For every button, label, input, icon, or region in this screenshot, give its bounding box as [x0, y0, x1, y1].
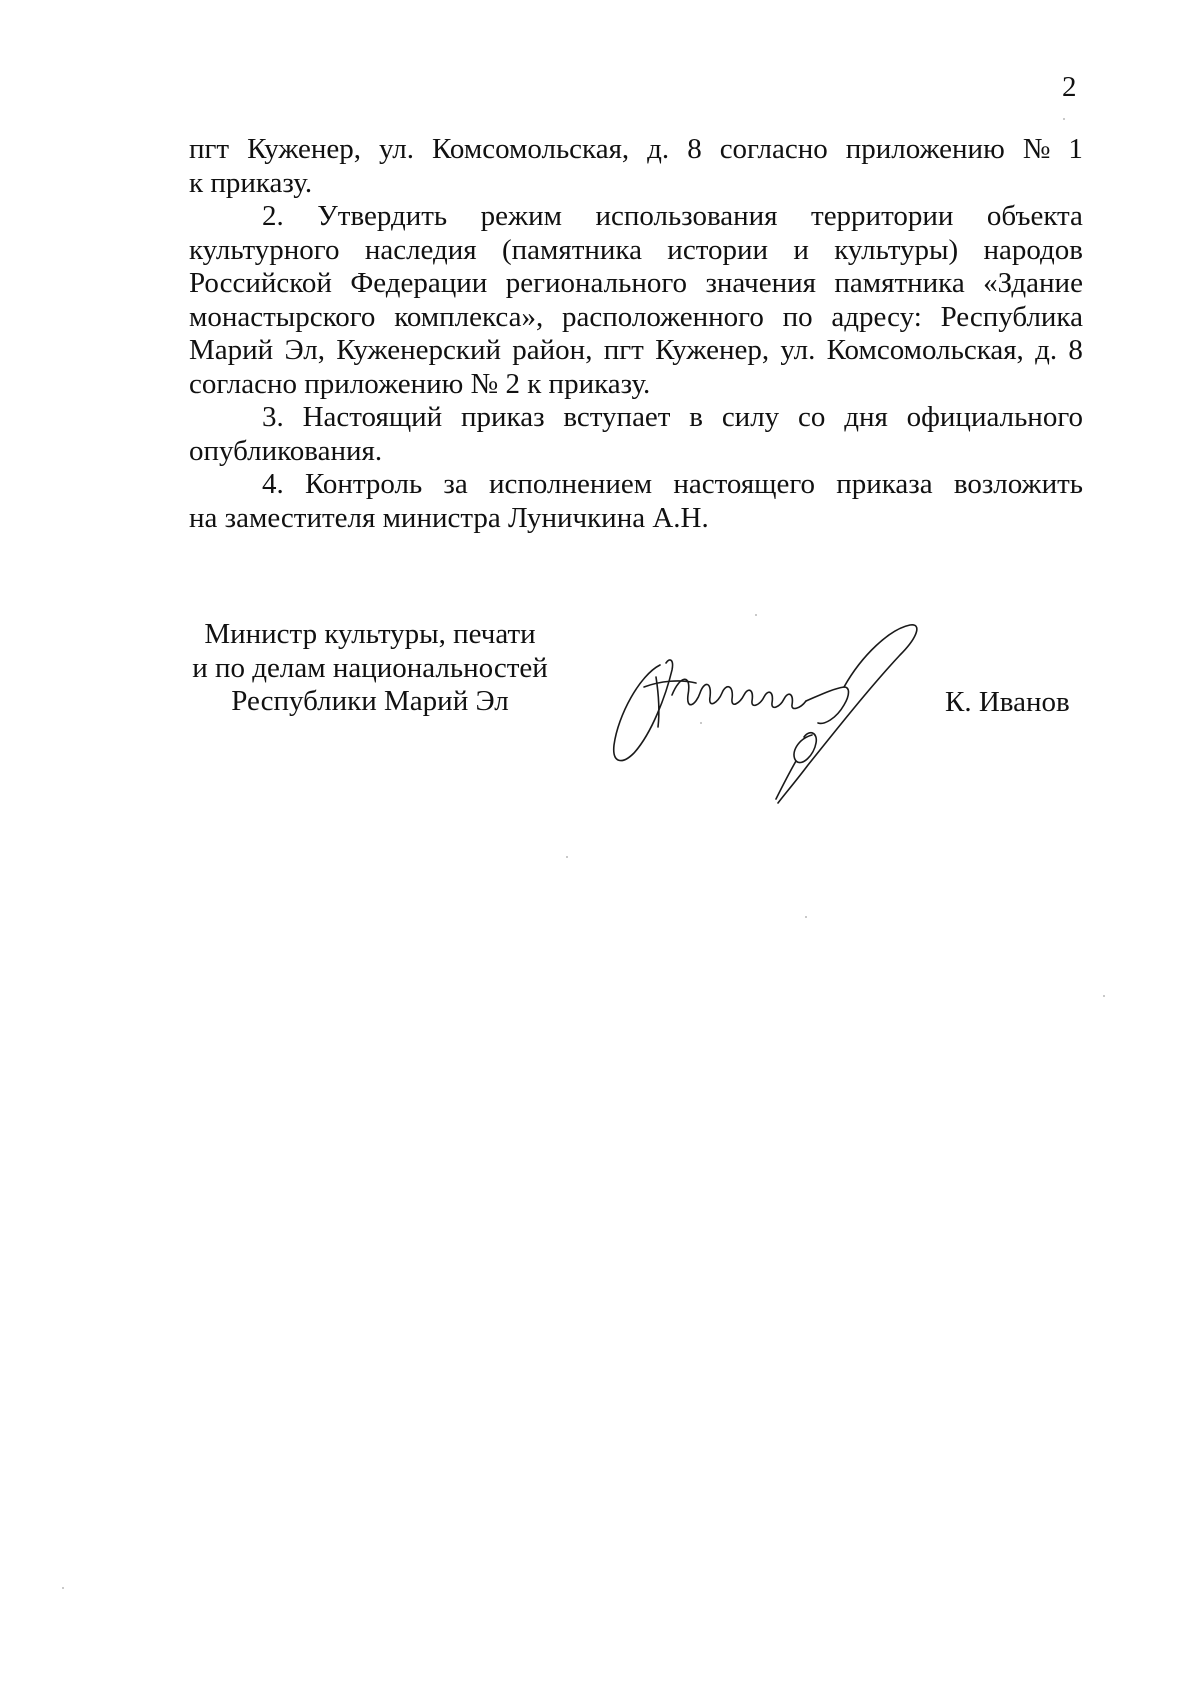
word: «Здание: [983, 267, 1083, 299]
word: народов: [983, 233, 1083, 266]
word: культуры): [834, 233, 959, 266]
signatory-position-line: Министр культуры, печати: [204, 618, 536, 650]
word: пгт: [189, 133, 230, 165]
word: официального: [906, 401, 1083, 433]
word: Российской: [189, 267, 332, 299]
word: пгт: [603, 334, 644, 366]
paragraph-2-line-3: [189, 267, 1083, 301]
word: Утвердить: [317, 200, 448, 232]
word: согласно: [719, 133, 828, 165]
word: объекта: [986, 200, 1083, 232]
word: Контроль: [304, 468, 423, 500]
paragraph-4-line-2: на заместителя министра Луничкина А.Н.: [189, 501, 709, 534]
paragraph-2-line-6: согласно приложению № 2 к приказу.: [189, 367, 651, 400]
signatory-position: [180, 618, 560, 719]
paragraph-1-line-2: к приказу.: [189, 166, 313, 199]
word: Куженер,: [247, 133, 362, 165]
word: со: [798, 401, 826, 433]
word: 8: [687, 133, 702, 165]
word: адресу:: [831, 300, 922, 333]
word: Комсомольская,: [826, 334, 1024, 366]
word: приказ: [461, 401, 545, 433]
word: 1: [1068, 133, 1083, 165]
word: значения: [705, 267, 816, 299]
word: Марий: [189, 334, 274, 366]
paragraph-4-line-1: [189, 468, 1083, 502]
word: Куженерский: [336, 334, 501, 366]
word: д.: [647, 133, 670, 165]
word: Федерации: [350, 267, 488, 299]
word: наследия: [364, 233, 477, 266]
paragraph-3-line-2: опубликования.: [189, 434, 383, 467]
word: использования: [595, 200, 778, 232]
word: регионального: [505, 267, 688, 299]
word: монастырского: [189, 300, 376, 333]
word: и: [793, 233, 809, 266]
word: район,: [512, 334, 593, 366]
word: 8: [1068, 334, 1083, 366]
word: режим: [480, 200, 562, 232]
word: вступает: [563, 401, 671, 433]
word: приказа: [836, 468, 933, 500]
word: территории: [811, 200, 954, 232]
word: памятника: [834, 267, 965, 299]
word: возложить: [953, 468, 1083, 500]
word: настоящего: [673, 468, 816, 500]
signatory-position-line: и по делам национальностей: [192, 651, 548, 684]
word: исполнением: [488, 468, 653, 500]
word: расположенного: [561, 300, 764, 333]
word: комплекса»,: [394, 300, 544, 333]
paragraph-3-line-1: [189, 401, 1083, 435]
word: ул.: [780, 334, 816, 366]
word: Куженер,: [655, 334, 770, 366]
word: 4.: [262, 468, 284, 500]
word: Эл,: [284, 334, 325, 366]
word: силу: [721, 401, 780, 433]
order-body: [189, 133, 1083, 535]
word: (памятника: [501, 233, 642, 266]
handwritten-signature: [600, 615, 970, 805]
word: дня: [844, 401, 888, 433]
word: Настоящий: [302, 401, 443, 433]
word: приложению: [845, 133, 1005, 165]
word: ул.: [379, 133, 414, 165]
paragraph-2-line-4: [189, 301, 1083, 335]
page-number: 2: [1062, 71, 1077, 103]
word: культурного: [189, 233, 340, 266]
word: за: [443, 468, 468, 500]
paragraph-2-line-1: [189, 200, 1083, 234]
word: Республика: [940, 300, 1083, 333]
paragraph-1-line-1: [189, 133, 1083, 167]
word: д.: [1035, 334, 1058, 366]
word: №: [1022, 133, 1051, 165]
word: истории: [667, 233, 769, 266]
word: 3.: [262, 401, 284, 433]
signatory-position-line: Республики Марий Эл: [231, 685, 509, 717]
paragraph-2-line-2: [189, 234, 1083, 268]
paragraph-2-line-5: [189, 334, 1083, 368]
signatory-name: К. Иванов: [945, 686, 1070, 718]
word: в: [689, 401, 703, 433]
word: Комсомольская,: [432, 133, 630, 165]
word: по: [782, 300, 813, 333]
word: 2.: [262, 200, 284, 232]
